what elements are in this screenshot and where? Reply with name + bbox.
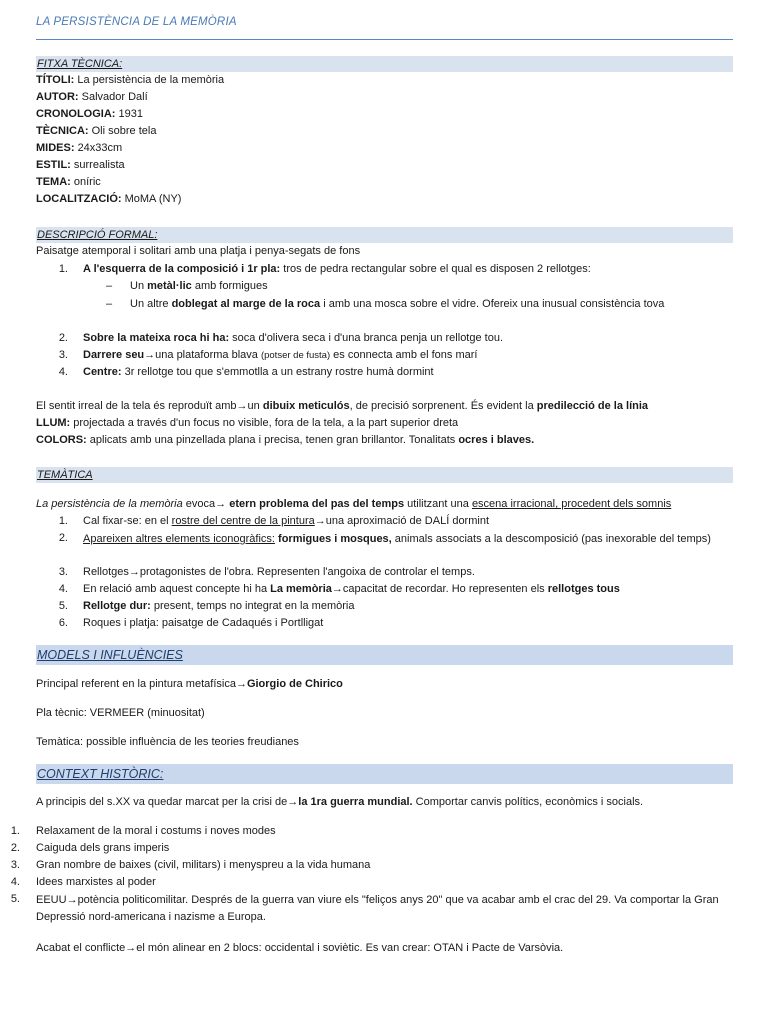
paragraph (36, 433, 733, 448)
arrow-icon: → (314, 515, 326, 527)
fitxa-label: LOCALITZACIÓ: (36, 193, 122, 205)
item-underline: Apareixen altres elements iconogràfics: (83, 533, 275, 545)
section-header-formal (36, 227, 733, 243)
item-text: present, temps no integrat en la memòria (150, 600, 355, 612)
para-bold: Giorgio de Chirico (246, 678, 343, 690)
fitxa-value: 1931 (118, 108, 143, 120)
para-bold: predilecció de la línia (536, 400, 649, 412)
item-bold: Centre: (83, 366, 122, 378)
fitxa-value: 24x33cm (77, 142, 123, 154)
list-number: 4. (58, 583, 68, 595)
paragraph (36, 399, 733, 414)
dash-bullet: – (106, 298, 113, 310)
item-bold: Sobre la mateixa roca hi ha: (83, 332, 230, 344)
list-number: 6. (58, 617, 68, 629)
item-text: animals associats a la descomposició (pas inexorable del temps) (391, 533, 711, 545)
item-text: Gran nombre de baixes (civil, militars) i menyspreu a la vida humana (36, 859, 371, 871)
list-number: 1. (58, 515, 68, 527)
item-bold: A l'esquerra de la composició i 1r pla: (83, 263, 281, 275)
paragraph (36, 941, 733, 956)
arrow-icon: → (66, 894, 78, 906)
section-title: FITXA TÈCNICA: (37, 58, 123, 70)
item-note: (potser de fusta) (260, 350, 331, 361)
list-number: 2. (10, 842, 20, 854)
section-title: DESCRIPCIÓ FORMAL: (37, 229, 158, 241)
item-text: Roques i platja: paisatge de Cadaqués i Portlligat (83, 617, 324, 629)
formal-intro: Paisatge atemporal i solitari amb una platja i penya-segats de fons (36, 245, 361, 257)
fitxa-row (36, 73, 733, 88)
item-text: una aproximació de DALÍ dormint (325, 515, 489, 527)
fitxa-row (36, 192, 733, 207)
document-title: LA PERSISTÈNCIA DE LA MEMÒRIA (36, 16, 237, 28)
item-text: Idees marxistes al poder (36, 876, 156, 888)
section-header-fitxa (36, 56, 733, 72)
paragraph (36, 677, 733, 692)
para-text: utilitzant una (404, 498, 472, 510)
para-text: el món alinear en 2 blocs: occidental i soviètic. Es van crear: OTAN i Pacte de Varsòvia. (136, 942, 564, 954)
para-text: evoca (182, 498, 216, 510)
item-text: Caiguda dels grans imperis (36, 842, 170, 854)
para-text: aplicats amb una pinzellada plana i precisa, tenen gran brillantor. Tonalitats (86, 434, 459, 446)
item-text: i amb una mosca sobre el vidre. Ofereix una inusual consistència tova (320, 298, 665, 310)
item-text: tros de pedra rectangular sobre el qual es disposen 2 rellotges: (280, 263, 591, 275)
para-text: A principis del s.XX va quedar marcat per la crisi de (36, 796, 288, 808)
item-text: Un altre (130, 298, 172, 310)
para-bold: dibuix meticulós (262, 400, 350, 412)
fitxa-value: La persistència de la memòria (77, 74, 225, 86)
list-number: 3. (10, 859, 20, 871)
item-bold: La memòria (270, 583, 332, 595)
tematica-intro (36, 497, 733, 512)
section-title: MODELS I INFLUÈNCIES (37, 648, 183, 662)
item-text: capacitat de recordar. Ho representen els (342, 583, 548, 595)
fitxa-row (36, 158, 733, 173)
item-bold: formigues i mosques, (274, 533, 392, 545)
list-number: 3. (58, 349, 68, 361)
fitxa-label: MIDES: (36, 142, 75, 154)
list-number: 5. (10, 893, 20, 905)
para-bold: etern problema del pas del temps (226, 498, 405, 510)
para-text: Principal referent en la pintura metafísica (36, 678, 236, 690)
item-text: Relaxament de la moral i costums i noves modes (36, 825, 276, 837)
item-text: Cal fixar-se: en el (83, 515, 172, 527)
item-text: una plataforma blava (155, 349, 261, 361)
para-bold: la 1ra guerra mundial. (298, 796, 413, 808)
section-header-tematica (36, 467, 733, 483)
para-text: Comportar canvis polítics, econòmics i socials. (412, 796, 644, 808)
fitxa-value: Oli sobre tela (91, 125, 157, 137)
fitxa-label: ESTIL: (36, 159, 71, 171)
fitxa-value: surrealista (73, 159, 125, 171)
item-bold: rellotges tous (547, 583, 620, 595)
title-rule (36, 39, 733, 40)
arrow-icon: → (215, 498, 227, 510)
section-header-models (36, 645, 733, 665)
item-bold: metàl·lic (147, 280, 192, 292)
fitxa-value: MoMA (NY) (124, 193, 182, 205)
para-underline: escena irracional, procedent dels somnis (471, 498, 672, 510)
item-text: En relació amb aquest concepte hi ha (83, 583, 271, 595)
item-text: 3r rellotge tou que s'emmotlla a un estrany rostre humà dormint (121, 366, 434, 378)
arrow-icon: → (144, 349, 156, 361)
para-text: un (247, 400, 263, 412)
list-number: 5. (58, 600, 68, 612)
fitxa-label: CRONOLOGIA: (36, 108, 116, 120)
section-title: TEMÀTICA (37, 469, 93, 481)
fitxa-row (36, 175, 733, 190)
paragraph: Temàtica: possible influència de les teories freudianes (36, 736, 299, 748)
para-italic: La persistència de la memòria (36, 498, 183, 510)
list-number: 1. (10, 825, 20, 837)
item-text: potència politicomilitar. Després de la guerra van viure els "feliços anys 20" que va acabar amb el crac del 29. Va comportar la Gran Depressió nord-americana i nazisme a Europa. (36, 894, 719, 923)
item-text: es connecta amb el fons marí (330, 349, 478, 361)
arrow-icon: → (331, 583, 343, 595)
para-text: , de precisió sorprenent. És evident la (349, 400, 537, 412)
arrow-icon: → (287, 796, 299, 808)
fitxa-label: AUTOR: (36, 91, 79, 103)
fitxa-row (36, 107, 733, 122)
arrow-icon: → (128, 566, 140, 578)
arrow-icon: → (125, 942, 137, 954)
fitxa-value: oníric (73, 176, 101, 188)
para-bold: COLORS: (36, 434, 87, 446)
list-number: 2. (58, 332, 68, 344)
para-bold: ocres i blaves. (458, 434, 535, 446)
item-bold: Rellotge dur: (83, 600, 151, 612)
item-text: EEUU (36, 894, 67, 906)
section-header-context (36, 764, 733, 784)
item-bold: doblegat al marge de la roca (171, 298, 321, 310)
list-number: 2. (58, 532, 68, 544)
paragraph (36, 795, 733, 810)
arrow-icon: → (236, 400, 248, 412)
list-number: 4. (10, 876, 20, 888)
list-number: 4. (58, 366, 68, 378)
para-text: Acabat el conflicte (36, 942, 126, 954)
para-text: projectada a través d'un focus no visible, fora de la tela, a la part superior dreta (70, 417, 459, 429)
item-text: soca d'olivera seca i d'una branca penja un rellotge tou. (229, 332, 504, 344)
item-underline: rostre del centre de la pintura (171, 515, 315, 527)
item-bold: Darrere seu (83, 349, 145, 361)
fitxa-row (36, 90, 733, 105)
section-title: CONTEXT HISTÒRIC: (37, 767, 164, 781)
arrow-icon: → (235, 678, 247, 690)
fitxa-label: TÍTOLI: (36, 74, 75, 86)
fitxa-label: TÈCNICA: (36, 125, 89, 137)
list-number: 1. (58, 263, 68, 275)
fitxa-label: TEMA: (36, 176, 71, 188)
item-text: Rellotges (83, 566, 129, 578)
para-text: El sentit irreal de la tela és reproduït amb (36, 400, 237, 412)
item-text: protagonistes de l'obra. Representen l'angoixa de controlar el temps. (139, 566, 475, 578)
paragraph: Pla tècnic: VERMEER (minuositat) (36, 707, 205, 719)
paragraph (36, 416, 733, 431)
fitxa-row (36, 124, 733, 139)
dash-bullet: – (106, 280, 113, 292)
list-number: 3. (58, 566, 68, 578)
para-bold: LLUM: (36, 417, 71, 429)
fitxa-value: Salvador Dalí (81, 91, 148, 103)
fitxa-row (36, 141, 733, 156)
item-text: amb formigues (191, 280, 268, 292)
item-text: Un (130, 280, 148, 292)
